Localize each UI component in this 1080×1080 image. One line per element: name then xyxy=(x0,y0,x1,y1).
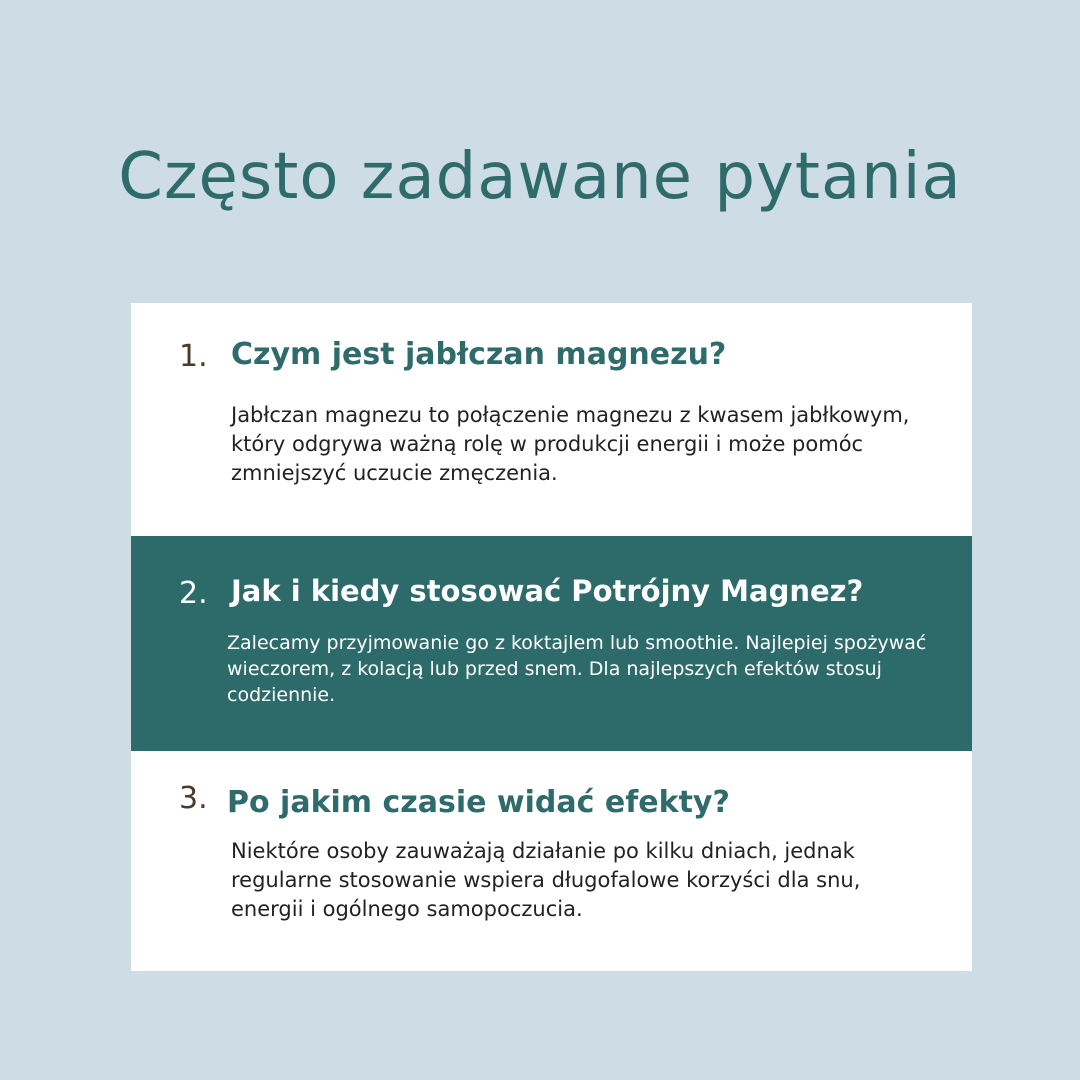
faq-question: Po jakim czasie widać efekty? xyxy=(227,785,730,820)
faq-item-highlighted xyxy=(131,536,972,751)
faq-question: Czym jest jabłczan magnezu? xyxy=(231,337,727,372)
faq-number: 2. xyxy=(179,576,208,611)
faq-item xyxy=(131,303,972,536)
faq-number: 3. xyxy=(179,781,208,816)
faq-answer: Zalecamy przyjmowanie go z koktajlem lub smoothie. Najlepiej spożywać wieczorem, z kolacją lub przed snem. Dla najlepszych efektów stosuj codziennie. xyxy=(227,632,927,706)
faq-answer: Niektóre osoby zauważają działanie po kilku dniach, jednak regularne stosowanie wspiera długofalowe korzyści dla snu, energii i ogólnego samopoczucia. xyxy=(231,839,861,921)
faq-question: Jak i kiedy stosować Potrójny Magnez? xyxy=(231,574,864,608)
faq-answer: Jabłczan magnezu to połączenie magnezu z kwasem jabłkowym, który odgrywa ważną rolę w produkcji energii i może pomóc zmniejszyć uczucie zmęczenia. xyxy=(231,403,910,485)
faq-number: 1. xyxy=(179,339,208,374)
page-title: Często zadawane pytania xyxy=(118,140,962,214)
faq-item xyxy=(131,751,972,971)
faq-card xyxy=(131,303,972,971)
